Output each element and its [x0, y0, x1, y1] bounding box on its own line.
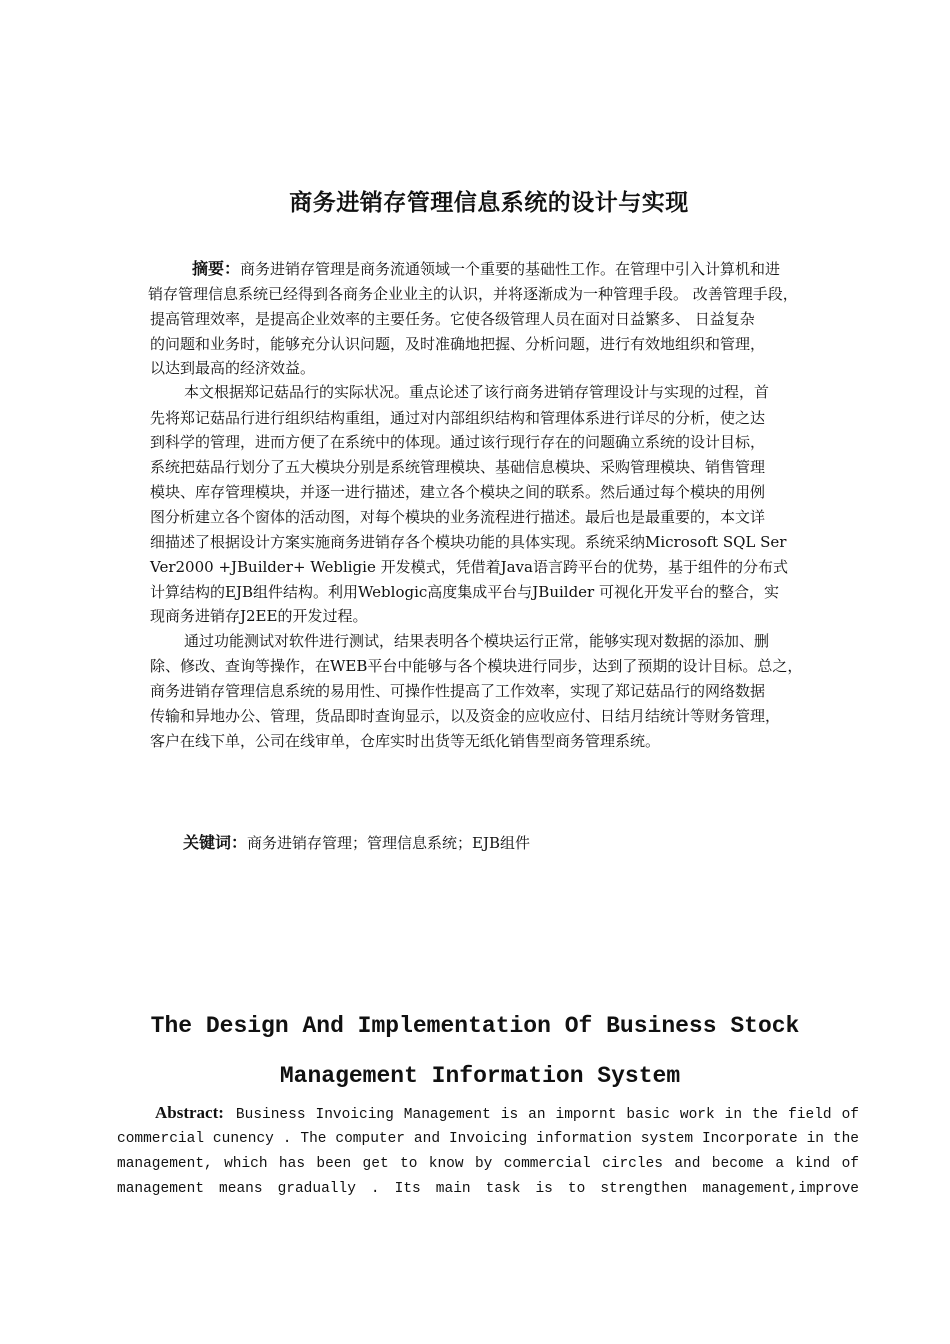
keywords-line: [183, 830, 530, 853]
abstract-cn-line-17: 除、修改、查询等操作，在WEB平台中能够与各个模块进行同步，达到了预期的设计目标。总之，: [150, 657, 803, 675]
abstract-cn-line-12: 细描述了根据设计方案实施商务进销存各个模块功能的具体实现。系统采纳Microsoft SQL Ser: [150, 533, 787, 551]
abstract-en-line-1: Abstract: Business Invoicing Management is an impornt basic work in the field of: [155, 1103, 859, 1123]
abstract-cn-line-4: 的问题和业务时，能够充分认识问题，及时准确地把握、分析问题，进行有效地组织和管理，: [150, 335, 766, 353]
abstract-en-line-3: management, which has been get to know by commercial circles and become a kind of: [117, 1156, 859, 1172]
abstract-cn-line-18: 商务进销存管理信息系统的易用性、可操作性提高了工作效率，实现了郑记菇品行的网络数据: [150, 682, 766, 700]
english-title-line-2: Management Information System: [279, 1063, 681, 1089]
chinese-title: 商务进销存管理信息系统的设计与实现: [289, 189, 689, 216]
abstract-en-line-2: commercial cunency . The computer and Invoicing information system Incorporate in the: [117, 1131, 859, 1147]
abstract-cn-line-11: 图分析建立各个窗体的活动图，对每个模块的业务流程进行描述。最后也是最重要的，本文详: [150, 508, 766, 526]
abstract-cn-line-3: 提高管理效率，是提高企业效率的主要任务。它使各级管理人员在面对日益繁多、 日益复杂: [150, 310, 755, 328]
abstract-cn-line-15: 现商务进销存J2EE的开发过程。: [150, 607, 368, 625]
abstract-cn-line-7: 先将郑记菇品行进行组织结构重组，通过对内部组织结构和管理体系进行详尽的分析，使之达: [150, 409, 766, 427]
abstract-cn-line-1: 摘要：商务进销存管理是商务流通领域一个重要的基础性工作。在管理中引入计算机和进: [192, 259, 781, 278]
abstract-cn-line-10: 模块、库存管理模块，并逐一进行描述，建立各个模块之间的联系。然后通过每个模块的用例: [150, 483, 766, 501]
keywords-label: 关键词：: [183, 833, 248, 852]
abstract-cn-line-16: 通过功能测试对软件进行测试，结果表明各个模块运行正常，能够实现对数据的添加、删: [184, 632, 770, 650]
abstract-cn-line-13: Ver2000 +JBuilder+ Webligie 开发模式，凭借着Java语言跨平台的优势，基于组件的分布式: [150, 558, 788, 576]
abstract-cn-line-5: 以达到最高的经济效益。: [150, 359, 316, 377]
keywords-text: 商务进销存管理；管理信息系统；EJB组件: [247, 834, 531, 852]
abstract-cn-line-19: 传输和异地办公、管理，货品即时查询显示，以及资金的应收应付、日结月结统计等财务管理，: [150, 707, 781, 725]
abstract-cn-line-2: 销存管理信息系统已经得到各商务企业业主的认识，并将逐渐成为一种管理手段。 改善管理手段，: [148, 285, 798, 303]
abstract-cn-line-8: 到科学的管理，进而方便了在系统中的体现。通过该行现行存在的问题确立系统的设计目标，: [150, 433, 766, 451]
abstract-en-line-4: management means gradually . Its main task is to strengthen management,improve: [117, 1181, 859, 1197]
abstract-cn-label: 摘要：: [192, 259, 241, 278]
abstract-cn-line-20: 客户在线下单，公司在线审单，仓库实时出货等无纸化销售型商务管理系统。: [150, 732, 661, 750]
abstract-cn-line-14: 计算结构的EJB组件结构。利用Weblogic高度集成平台与JBuilder 可视化开发平台的整合，实: [150, 583, 779, 601]
abstract-en-label: Abstract:: [155, 1103, 224, 1122]
abstract-cn-line-9: 系统把菇品行划分了五大模块分别是系统管理模块、基础信息模块、采购管理模块、销售管理: [150, 458, 766, 476]
english-title-line-1: The Design And Implementation Of Business Stock: [150, 1013, 800, 1039]
abstract-cn-line-6: 本文根据郑记菇品行的实际状况。重点论述了该行商务进销存管理设计与实现的过程，首: [184, 383, 770, 401]
